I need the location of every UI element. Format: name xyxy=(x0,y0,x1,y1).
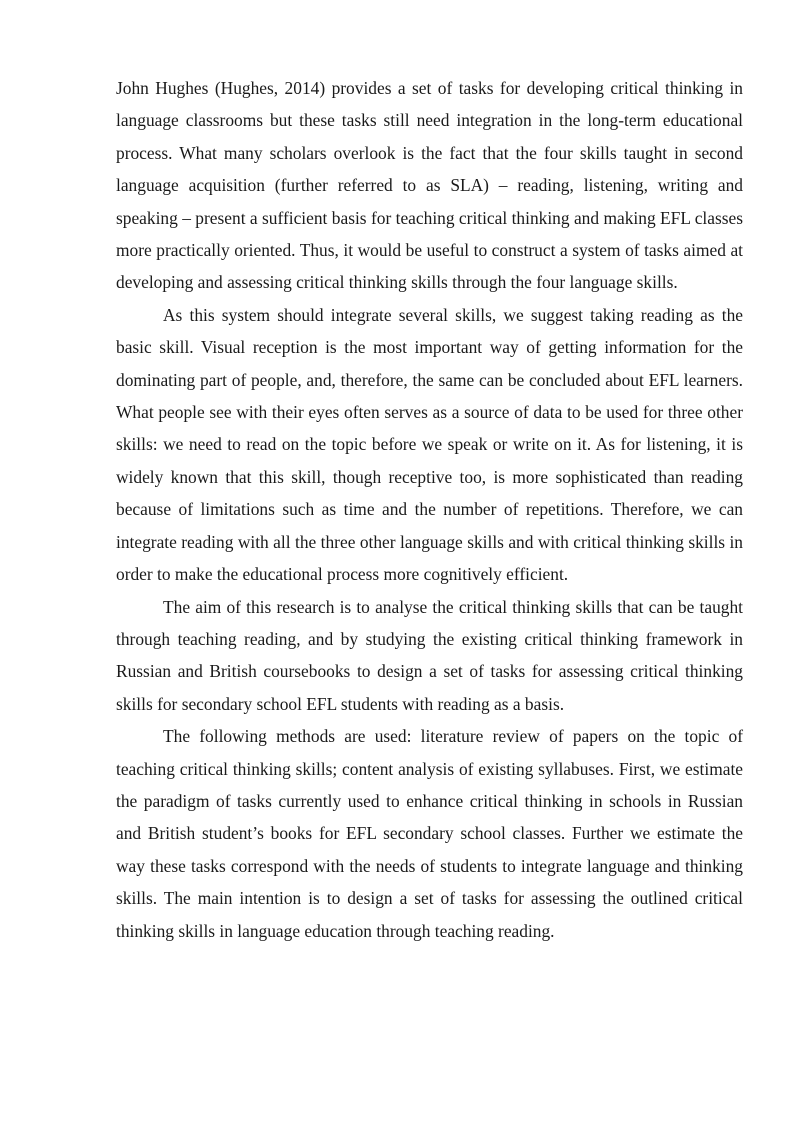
paragraph-reading-basis: As this system should integrate several skills, we suggest taking reading as the basic skill. Visual reception is the most important way of getting information for the dominating part of people, and, therefore, the same can be concluded about EFL learners. What people see with their eyes often serves as a source of data to be used for three other skills: we need to read on the topic before we speak or write on it. As for listening, it is widely known that this skill, though receptive too, is more sophisticated than reading because of limitations such as time and the number of repetitions. Therefore, we can integrate reading with all the three other language skills and with critical thinking skills in order to make the educational process more cognitively efficient. xyxy=(116,304,743,585)
paragraph-methods: The following methods are used: literature review of papers on the topic of teaching critical thinking skills; content analysis of existing syllabuses. First, we estimate the paradigm of tasks currently used to enhance critical thinking in schools in Russian and British student’s books for EFL secondary school classes. Further we estimate the way these tasks correspond with the needs of students to integrate language and thinking skills. The main intention is to design a set of tasks for assessing the outlined critical thinking skills in language education through teaching reading. xyxy=(116,726,743,941)
document-page xyxy=(116,72,743,947)
paragraph-intro: John Hughes (Hughes, 2014) provides a set of tasks for developing critical thinking in language classrooms but these tasks still need integration in the long-term educational process. What many scholars overlook is the fact that the four skills taught in second language acquisition (further referred to as SLA) – reading, listening, writing and speaking – present a sufficient basis for teaching critical thinking and making EFL classes more practically oriented. Thus, it would be useful to construct a system of tasks aimed at developing and assessing critical thinking skills through the four language skills. xyxy=(116,78,743,293)
paragraph-research-aim: The aim of this research is to analyse the critical thinking skills that can be taught through teaching reading, and by studying the existing critical thinking framework in Russian and British coursebooks to design a set of tasks for assessing critical thinking skills for secondary school EFL students with reading as a basis. xyxy=(116,596,743,714)
